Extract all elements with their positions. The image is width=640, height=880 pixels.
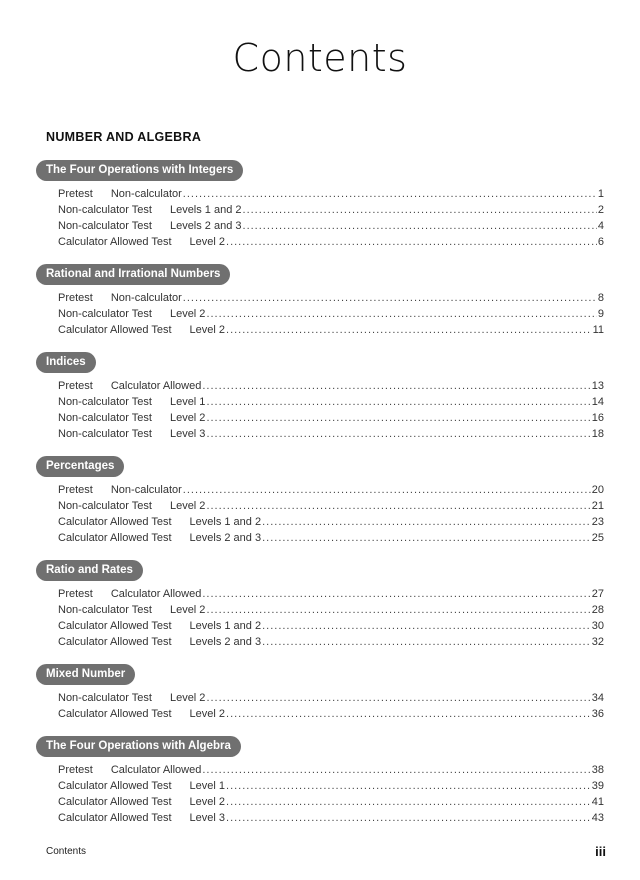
entry-page-number: 39 (591, 780, 604, 792)
toc-entry[interactable] (58, 778, 604, 794)
entry-page-number: 1 (597, 188, 604, 200)
section-heading: Rational and Irrational Numbers (36, 264, 230, 285)
entry-level: Levels 1 and 2 (189, 620, 262, 632)
entry-label: Calculator Allowed Test (58, 516, 172, 528)
entry-label: Calculator Allowed Test (58, 636, 172, 648)
section-heading: Percentages (36, 456, 124, 477)
dot-leader (243, 202, 597, 218)
toc-entry[interactable] (58, 234, 604, 250)
dot-leader (226, 234, 597, 250)
entry-page-number: 43 (591, 812, 604, 824)
dot-leader (183, 186, 597, 202)
entry-level: Level 3 (189, 812, 226, 824)
entry-level: Calculator Allowed (110, 764, 202, 776)
page-title: Contents (232, 36, 408, 80)
toc-entry[interactable] (58, 810, 604, 826)
entry-label: Non-calculator Test (58, 204, 152, 216)
entry-page-number: 14 (591, 396, 604, 408)
section-heading: The Four Operations with Algebra (36, 736, 241, 757)
toc-entry[interactable] (58, 498, 604, 514)
toc-entry[interactable] (58, 186, 604, 202)
entry-label: Calculator Allowed Test (58, 812, 172, 824)
entry-page-number: 2 (597, 204, 604, 216)
dot-leader (206, 690, 590, 706)
entry-label: Calculator Allowed Test (58, 236, 172, 248)
dot-leader (183, 482, 591, 498)
dot-leader (202, 378, 590, 394)
entry-level: Level 1 (189, 780, 226, 792)
section-heading: The Four Operations with Integers (36, 160, 243, 181)
dot-leader (226, 778, 591, 794)
toc-section (0, 560, 640, 650)
dot-leader (262, 514, 591, 530)
footer-page-number: iii (595, 844, 606, 859)
dot-leader (206, 602, 590, 618)
entry-level: Levels 1 and 2 (189, 516, 262, 528)
section-heading: Mixed Number (36, 664, 135, 685)
dot-leader (206, 306, 596, 322)
entry-page-number: 30 (591, 620, 604, 632)
toc-section (0, 736, 640, 826)
entry-level: Levels 2 and 3 (169, 220, 242, 232)
dot-leader (206, 426, 590, 442)
entry-label: Non-calculator Test (58, 308, 152, 320)
entry-page-number: 23 (591, 516, 604, 528)
entry-label: Calculator Allowed Test (58, 620, 172, 632)
strand-heading: NUMBER AND ALGEBRA (46, 130, 202, 144)
toc-entry[interactable] (58, 514, 604, 530)
toc-entry[interactable] (58, 602, 604, 618)
entry-page-number: 11 (592, 324, 604, 336)
entry-page-number: 27 (591, 588, 604, 600)
entry-level: Level 2 (189, 324, 226, 336)
entry-level: Level 2 (189, 796, 226, 808)
entry-page-number: 34 (591, 692, 604, 704)
entry-page-number: 25 (591, 532, 604, 544)
entry-label: Non-calculator Test (58, 428, 152, 440)
entry-level: Non-calculator (110, 484, 182, 496)
toc-entry[interactable] (58, 322, 604, 338)
entry-page-number: 32 (591, 636, 604, 648)
entry-level: Calculator Allowed (110, 588, 202, 600)
entry-page-number: 18 (591, 428, 604, 440)
dot-leader (243, 218, 597, 234)
entry-level: Levels 2 and 3 (189, 636, 262, 648)
entry-page-number: 16 (591, 412, 604, 424)
toc-entry[interactable] (58, 618, 604, 634)
entry-page-number: 28 (591, 604, 604, 616)
entry-label: Calculator Allowed Test (58, 796, 172, 808)
toc-entry[interactable] (58, 426, 604, 442)
toc-section (0, 456, 640, 546)
dot-leader (202, 586, 590, 602)
entry-label: Pretest (58, 188, 93, 200)
toc-entry[interactable] (58, 706, 604, 722)
entry-level: Level 2 (189, 236, 226, 248)
entry-page-number: 21 (591, 500, 604, 512)
entry-label: Calculator Allowed Test (58, 324, 172, 336)
dot-leader (206, 498, 590, 514)
entry-level: Level 1 (169, 396, 206, 408)
section-heading: Ratio and Rates (36, 560, 143, 581)
toc-entry[interactable] (58, 378, 604, 394)
toc-entry[interactable] (58, 530, 604, 546)
entry-label: Non-calculator Test (58, 604, 152, 616)
footer-label: Contents (46, 846, 87, 857)
entry-label: Non-calculator Test (58, 396, 152, 408)
dot-leader (226, 810, 591, 826)
dot-leader (226, 322, 592, 338)
toc-entry[interactable] (58, 482, 604, 498)
entry-page-number: 8 (597, 292, 604, 304)
toc-entry[interactable] (58, 410, 604, 426)
toc-entry[interactable] (58, 218, 604, 234)
entry-page-number: 36 (591, 708, 604, 720)
entry-level: Level 2 (169, 500, 206, 512)
dot-leader (226, 794, 591, 810)
entry-label: Calculator Allowed Test (58, 780, 172, 792)
entry-label: Pretest (58, 588, 93, 600)
toc-entry[interactable] (58, 586, 604, 602)
dot-leader (202, 762, 590, 778)
toc-entry[interactable] (58, 290, 604, 306)
toc-entry[interactable] (58, 394, 604, 410)
contents-list (0, 160, 640, 840)
toc-section (0, 352, 640, 442)
entry-page-number: 38 (591, 764, 604, 776)
toc-entry[interactable] (58, 762, 604, 778)
toc-entry[interactable] (58, 306, 604, 322)
entry-label: Pretest (58, 292, 93, 304)
entry-page-number: 13 (591, 380, 604, 392)
toc-entry[interactable] (58, 794, 604, 810)
entry-level: Level 2 (169, 412, 206, 424)
entry-level: Level 3 (169, 428, 206, 440)
entry-level: Level 2 (169, 308, 206, 320)
entry-page-number: 20 (591, 484, 604, 496)
entry-level: Level 2 (169, 692, 206, 704)
entry-level: Levels 1 and 2 (169, 204, 242, 216)
toc-section (0, 160, 640, 250)
dot-leader (206, 410, 590, 426)
section-heading: Indices (36, 352, 96, 373)
entry-page-number: 41 (591, 796, 604, 808)
entry-label: Calculator Allowed Test (58, 708, 172, 720)
entry-level: Levels 2 and 3 (189, 532, 262, 544)
entry-label: Pretest (58, 380, 93, 392)
toc-entry[interactable] (58, 634, 604, 650)
entry-label: Non-calculator Test (58, 692, 152, 704)
entry-level: Non-calculator (110, 188, 182, 200)
dot-leader (262, 530, 591, 546)
dot-leader (262, 634, 591, 650)
entry-page-number: 6 (597, 236, 604, 248)
entry-page-number: 4 (597, 220, 604, 232)
entry-level: Level 2 (169, 604, 206, 616)
toc-section (0, 664, 640, 722)
entry-label: Non-calculator Test (58, 220, 152, 232)
entry-level: Calculator Allowed (110, 380, 202, 392)
entry-label: Pretest (58, 484, 93, 496)
toc-entry[interactable] (58, 202, 604, 218)
entry-label: Calculator Allowed Test (58, 532, 172, 544)
dot-leader (226, 706, 591, 722)
entry-label: Non-calculator Test (58, 412, 152, 424)
dot-leader (206, 394, 590, 410)
dot-leader (183, 290, 597, 306)
toc-entry[interactable] (58, 690, 604, 706)
entry-label: Pretest (58, 764, 93, 776)
dot-leader (262, 618, 591, 634)
entry-label: Non-calculator Test (58, 500, 152, 512)
entry-page-number: 9 (597, 308, 604, 320)
entry-level: Non-calculator (110, 292, 182, 304)
entry-level: Level 2 (189, 708, 226, 720)
toc-section (0, 264, 640, 338)
